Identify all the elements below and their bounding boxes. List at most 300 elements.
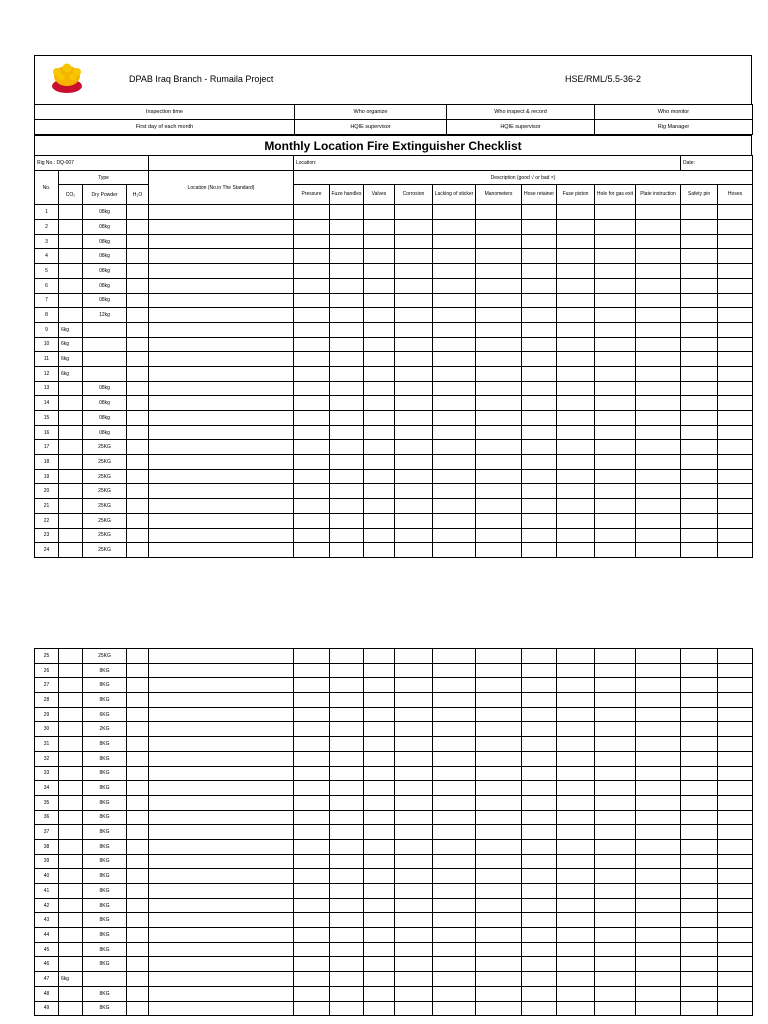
- h2o-size[interactable]: [127, 972, 149, 987]
- check-cell[interactable]: [395, 649, 433, 664]
- check-cell[interactable]: [330, 249, 364, 264]
- location-cell[interactable]: [149, 942, 294, 957]
- check-cell[interactable]: [681, 366, 718, 381]
- check-cell[interactable]: [294, 425, 330, 440]
- h2o-size[interactable]: [127, 543, 149, 558]
- check-cell[interactable]: [718, 766, 753, 781]
- location-cell[interactable]: [149, 411, 294, 426]
- check-cell[interactable]: [294, 1001, 330, 1016]
- check-cell[interactable]: [476, 220, 522, 235]
- check-cell[interactable]: [557, 264, 595, 279]
- check-cell[interactable]: [330, 737, 364, 752]
- check-cell[interactable]: [557, 707, 595, 722]
- check-cell[interactable]: [557, 352, 595, 367]
- check-cell[interactable]: [364, 381, 395, 396]
- check-cell[interactable]: [330, 928, 364, 943]
- location-cell[interactable]: [149, 308, 294, 323]
- check-cell[interactable]: [718, 869, 753, 884]
- check-cell[interactable]: [364, 366, 395, 381]
- check-cell[interactable]: [636, 264, 681, 279]
- check-cell[interactable]: [330, 543, 364, 558]
- check-cell[interactable]: [718, 1001, 753, 1016]
- check-cell[interactable]: [433, 308, 476, 323]
- check-cell[interactable]: [294, 249, 330, 264]
- check-cell[interactable]: [395, 220, 433, 235]
- h2o-size[interactable]: [127, 513, 149, 528]
- check-cell[interactable]: [476, 928, 522, 943]
- check-cell[interactable]: [557, 1001, 595, 1016]
- check-cell[interactable]: [522, 795, 557, 810]
- location-cell[interactable]: [149, 957, 294, 972]
- check-cell[interactable]: [364, 249, 395, 264]
- check-cell[interactable]: [433, 795, 476, 810]
- check-cell[interactable]: [557, 839, 595, 854]
- check-cell[interactable]: [395, 751, 433, 766]
- location-cell[interactable]: [149, 366, 294, 381]
- h2o-size[interactable]: [127, 986, 149, 1001]
- check-cell[interactable]: [681, 528, 718, 543]
- check-cell[interactable]: [557, 737, 595, 752]
- check-cell[interactable]: [294, 484, 330, 499]
- check-cell[interactable]: [557, 455, 595, 470]
- check-cell[interactable]: [395, 205, 433, 220]
- check-cell[interactable]: [294, 264, 330, 279]
- check-cell[interactable]: [636, 766, 681, 781]
- check-cell[interactable]: [681, 737, 718, 752]
- check-cell[interactable]: [395, 322, 433, 337]
- check-cell[interactable]: [476, 1001, 522, 1016]
- check-cell[interactable]: [681, 693, 718, 708]
- check-cell[interactable]: [718, 810, 753, 825]
- location-cell[interactable]: [149, 884, 294, 899]
- h2o-size[interactable]: [127, 825, 149, 840]
- h2o-size[interactable]: [127, 854, 149, 869]
- check-cell[interactable]: [557, 381, 595, 396]
- check-cell[interactable]: [636, 469, 681, 484]
- check-cell[interactable]: [718, 737, 753, 752]
- check-cell[interactable]: [395, 381, 433, 396]
- check-cell[interactable]: [522, 455, 557, 470]
- h2o-size[interactable]: [127, 425, 149, 440]
- check-cell[interactable]: [433, 810, 476, 825]
- check-cell[interactable]: [294, 781, 330, 796]
- check-cell[interactable]: [557, 278, 595, 293]
- check-cell[interactable]: [636, 693, 681, 708]
- location-cell[interactable]: [149, 986, 294, 1001]
- check-cell[interactable]: [476, 264, 522, 279]
- check-cell[interactable]: [433, 972, 476, 987]
- check-cell[interactable]: [557, 766, 595, 781]
- check-cell[interactable]: [294, 381, 330, 396]
- check-cell[interactable]: [395, 663, 433, 678]
- check-cell[interactable]: [522, 839, 557, 854]
- check-cell[interactable]: [595, 528, 636, 543]
- check-cell[interactable]: [476, 366, 522, 381]
- check-cell[interactable]: [681, 264, 718, 279]
- check-cell[interactable]: [595, 869, 636, 884]
- check-cell[interactable]: [476, 722, 522, 737]
- check-cell[interactable]: [718, 205, 753, 220]
- check-cell[interactable]: [557, 928, 595, 943]
- check-cell[interactable]: [395, 737, 433, 752]
- check-cell[interactable]: [636, 972, 681, 987]
- check-cell[interactable]: [522, 913, 557, 928]
- check-cell[interactable]: [636, 795, 681, 810]
- check-cell[interactable]: [595, 898, 636, 913]
- check-cell[interactable]: [364, 957, 395, 972]
- check-cell[interactable]: [595, 484, 636, 499]
- h2o-size[interactable]: [127, 884, 149, 899]
- check-cell[interactable]: [364, 766, 395, 781]
- location-cell[interactable]: [149, 484, 294, 499]
- check-cell[interactable]: [395, 972, 433, 987]
- location-cell[interactable]: [149, 678, 294, 693]
- check-cell[interactable]: [476, 678, 522, 693]
- h2o-size[interactable]: [127, 898, 149, 913]
- h2o-size[interactable]: [127, 707, 149, 722]
- check-cell[interactable]: [718, 913, 753, 928]
- check-cell[interactable]: [681, 678, 718, 693]
- check-cell[interactable]: [476, 469, 522, 484]
- check-cell[interactable]: [681, 884, 718, 899]
- check-cell[interactable]: [395, 264, 433, 279]
- check-cell[interactable]: [595, 942, 636, 957]
- check-cell[interactable]: [476, 278, 522, 293]
- check-cell[interactable]: [364, 352, 395, 367]
- check-cell[interactable]: [476, 707, 522, 722]
- h2o-size[interactable]: [127, 278, 149, 293]
- check-cell[interactable]: [636, 440, 681, 455]
- check-cell[interactable]: [595, 366, 636, 381]
- h2o-size[interactable]: [127, 484, 149, 499]
- check-cell[interactable]: [330, 264, 364, 279]
- check-cell[interactable]: [595, 722, 636, 737]
- check-cell[interactable]: [433, 484, 476, 499]
- location-cell[interactable]: [149, 766, 294, 781]
- check-cell[interactable]: [718, 957, 753, 972]
- location-cell[interactable]: [149, 234, 294, 249]
- check-cell[interactable]: [294, 411, 330, 426]
- check-cell[interactable]: [681, 928, 718, 943]
- check-cell[interactable]: [557, 528, 595, 543]
- check-cell[interactable]: [681, 913, 718, 928]
- h2o-size[interactable]: [127, 928, 149, 943]
- check-cell[interactable]: [330, 663, 364, 678]
- check-cell[interactable]: [364, 396, 395, 411]
- check-cell[interactable]: [364, 928, 395, 943]
- location-cell[interactable]: [149, 781, 294, 796]
- check-cell[interactable]: [330, 396, 364, 411]
- h2o-size[interactable]: [127, 440, 149, 455]
- check-cell[interactable]: [476, 649, 522, 664]
- h2o-size[interactable]: [127, 205, 149, 220]
- check-cell[interactable]: [330, 781, 364, 796]
- check-cell[interactable]: [636, 513, 681, 528]
- check-cell[interactable]: [718, 884, 753, 899]
- check-cell[interactable]: [718, 352, 753, 367]
- check-cell[interactable]: [330, 513, 364, 528]
- h2o-size[interactable]: [127, 766, 149, 781]
- check-cell[interactable]: [294, 986, 330, 1001]
- check-cell[interactable]: [433, 249, 476, 264]
- check-cell[interactable]: [522, 898, 557, 913]
- check-cell[interactable]: [595, 854, 636, 869]
- location-cell[interactable]: [149, 663, 294, 678]
- check-cell[interactable]: [433, 854, 476, 869]
- check-cell[interactable]: [557, 942, 595, 957]
- check-cell[interactable]: [718, 469, 753, 484]
- check-cell[interactable]: [595, 1001, 636, 1016]
- check-cell[interactable]: [595, 322, 636, 337]
- check-cell[interactable]: [433, 278, 476, 293]
- check-cell[interactable]: [433, 751, 476, 766]
- h2o-size[interactable]: [127, 455, 149, 470]
- check-cell[interactable]: [395, 513, 433, 528]
- location-cell[interactable]: [149, 249, 294, 264]
- check-cell[interactable]: [595, 884, 636, 899]
- location-cell[interactable]: [149, 825, 294, 840]
- check-cell[interactable]: [364, 499, 395, 514]
- check-cell[interactable]: [476, 825, 522, 840]
- check-cell[interactable]: [364, 205, 395, 220]
- check-cell[interactable]: [294, 707, 330, 722]
- check-cell[interactable]: [718, 543, 753, 558]
- check-cell[interactable]: [330, 678, 364, 693]
- h2o-size[interactable]: [127, 722, 149, 737]
- check-cell[interactable]: [636, 425, 681, 440]
- check-cell[interactable]: [522, 440, 557, 455]
- location-cell[interactable]: [149, 913, 294, 928]
- check-cell[interactable]: [476, 249, 522, 264]
- check-cell[interactable]: [294, 352, 330, 367]
- check-cell[interactable]: [395, 810, 433, 825]
- check-cell[interactable]: [294, 308, 330, 323]
- check-cell[interactable]: [522, 737, 557, 752]
- check-cell[interactable]: [718, 751, 753, 766]
- check-cell[interactable]: [522, 513, 557, 528]
- check-cell[interactable]: [522, 381, 557, 396]
- check-cell[interactable]: [595, 693, 636, 708]
- check-cell[interactable]: [557, 411, 595, 426]
- check-cell[interactable]: [294, 957, 330, 972]
- check-cell[interactable]: [557, 513, 595, 528]
- check-cell[interactable]: [395, 854, 433, 869]
- check-cell[interactable]: [433, 884, 476, 899]
- check-cell[interactable]: [294, 205, 330, 220]
- check-cell[interactable]: [636, 898, 681, 913]
- check-cell[interactable]: [395, 795, 433, 810]
- check-cell[interactable]: [557, 205, 595, 220]
- check-cell[interactable]: [476, 396, 522, 411]
- check-cell[interactable]: [395, 678, 433, 693]
- check-cell[interactable]: [636, 366, 681, 381]
- check-cell[interactable]: [364, 810, 395, 825]
- check-cell[interactable]: [294, 220, 330, 235]
- check-cell[interactable]: [395, 942, 433, 957]
- check-cell[interactable]: [718, 649, 753, 664]
- check-cell[interactable]: [681, 249, 718, 264]
- check-cell[interactable]: [330, 499, 364, 514]
- check-cell[interactable]: [476, 425, 522, 440]
- check-cell[interactable]: [595, 234, 636, 249]
- check-cell[interactable]: [595, 928, 636, 943]
- check-cell[interactable]: [718, 308, 753, 323]
- check-cell[interactable]: [636, 928, 681, 943]
- check-cell[interactable]: [476, 986, 522, 1001]
- check-cell[interactable]: [681, 781, 718, 796]
- check-cell[interactable]: [557, 484, 595, 499]
- location-cell[interactable]: [149, 337, 294, 352]
- check-cell[interactable]: [557, 869, 595, 884]
- check-cell[interactable]: [395, 440, 433, 455]
- check-cell[interactable]: [433, 293, 476, 308]
- check-cell[interactable]: [330, 337, 364, 352]
- check-cell[interactable]: [718, 839, 753, 854]
- check-cell[interactable]: [476, 484, 522, 499]
- location-cell[interactable]: [149, 722, 294, 737]
- check-cell[interactable]: [636, 337, 681, 352]
- check-cell[interactable]: [636, 678, 681, 693]
- check-cell[interactable]: [595, 986, 636, 1001]
- check-cell[interactable]: [718, 795, 753, 810]
- check-cell[interactable]: [636, 308, 681, 323]
- check-cell[interactable]: [718, 972, 753, 987]
- check-cell[interactable]: [476, 693, 522, 708]
- check-cell[interactable]: [681, 825, 718, 840]
- check-cell[interactable]: [681, 293, 718, 308]
- check-cell[interactable]: [476, 543, 522, 558]
- check-cell[interactable]: [433, 234, 476, 249]
- check-cell[interactable]: [595, 649, 636, 664]
- check-cell[interactable]: [395, 825, 433, 840]
- check-cell[interactable]: [522, 663, 557, 678]
- check-cell[interactable]: [476, 352, 522, 367]
- check-cell[interactable]: [330, 766, 364, 781]
- check-cell[interactable]: [330, 308, 364, 323]
- check-cell[interactable]: [557, 722, 595, 737]
- check-cell[interactable]: [681, 220, 718, 235]
- check-cell[interactable]: [330, 1001, 364, 1016]
- check-cell[interactable]: [595, 396, 636, 411]
- check-cell[interactable]: [476, 528, 522, 543]
- check-cell[interactable]: [718, 425, 753, 440]
- check-cell[interactable]: [557, 913, 595, 928]
- check-cell[interactable]: [364, 513, 395, 528]
- check-cell[interactable]: [364, 737, 395, 752]
- location-cell[interactable]: [149, 440, 294, 455]
- check-cell[interactable]: [395, 425, 433, 440]
- check-cell[interactable]: [681, 839, 718, 854]
- check-cell[interactable]: [433, 957, 476, 972]
- check-cell[interactable]: [636, 810, 681, 825]
- check-cell[interactable]: [557, 220, 595, 235]
- h2o-size[interactable]: [127, 249, 149, 264]
- check-cell[interactable]: [557, 293, 595, 308]
- check-cell[interactable]: [595, 751, 636, 766]
- check-cell[interactable]: [595, 220, 636, 235]
- check-cell[interactable]: [330, 411, 364, 426]
- check-cell[interactable]: [433, 543, 476, 558]
- check-cell[interactable]: [681, 205, 718, 220]
- check-cell[interactable]: [476, 455, 522, 470]
- h2o-size[interactable]: [127, 913, 149, 928]
- check-cell[interactable]: [330, 972, 364, 987]
- check-cell[interactable]: [395, 913, 433, 928]
- check-cell[interactable]: [364, 220, 395, 235]
- check-cell[interactable]: [364, 854, 395, 869]
- check-cell[interactable]: [636, 884, 681, 899]
- check-cell[interactable]: [395, 869, 433, 884]
- location-cell[interactable]: [149, 693, 294, 708]
- check-cell[interactable]: [522, 986, 557, 1001]
- check-cell[interactable]: [364, 839, 395, 854]
- check-cell[interactable]: [330, 795, 364, 810]
- check-cell[interactable]: [636, 649, 681, 664]
- check-cell[interactable]: [364, 234, 395, 249]
- check-cell[interactable]: [522, 707, 557, 722]
- check-cell[interactable]: [636, 396, 681, 411]
- location-cell[interactable]: [149, 322, 294, 337]
- check-cell[interactable]: [681, 751, 718, 766]
- check-cell[interactable]: [330, 381, 364, 396]
- check-cell[interactable]: [595, 663, 636, 678]
- check-cell[interactable]: [595, 308, 636, 323]
- check-cell[interactable]: [595, 205, 636, 220]
- location-cell[interactable]: [149, 898, 294, 913]
- check-cell[interactable]: [681, 854, 718, 869]
- location-cell[interactable]: [149, 707, 294, 722]
- location-cell[interactable]: [149, 854, 294, 869]
- check-cell[interactable]: [330, 898, 364, 913]
- check-cell[interactable]: [330, 942, 364, 957]
- check-cell[interactable]: [395, 898, 433, 913]
- location-cell[interactable]: [149, 278, 294, 293]
- check-cell[interactable]: [395, 884, 433, 899]
- check-cell[interactable]: [636, 957, 681, 972]
- check-cell[interactable]: [476, 957, 522, 972]
- location-cell[interactable]: [149, 649, 294, 664]
- location-cell[interactable]: [149, 293, 294, 308]
- check-cell[interactable]: [557, 884, 595, 899]
- check-cell[interactable]: [395, 293, 433, 308]
- check-cell[interactable]: [522, 220, 557, 235]
- check-cell[interactable]: [476, 308, 522, 323]
- h2o-size[interactable]: [127, 957, 149, 972]
- check-cell[interactable]: [522, 884, 557, 899]
- check-cell[interactable]: [595, 972, 636, 987]
- check-cell[interactable]: [364, 425, 395, 440]
- check-cell[interactable]: [330, 484, 364, 499]
- location-cell[interactable]: [149, 1001, 294, 1016]
- check-cell[interactable]: [433, 1001, 476, 1016]
- check-cell[interactable]: [476, 440, 522, 455]
- check-cell[interactable]: [330, 455, 364, 470]
- check-cell[interactable]: [595, 469, 636, 484]
- h2o-size[interactable]: [127, 663, 149, 678]
- check-cell[interactable]: [364, 795, 395, 810]
- check-cell[interactable]: [718, 898, 753, 913]
- check-cell[interactable]: [364, 278, 395, 293]
- check-cell[interactable]: [595, 737, 636, 752]
- check-cell[interactable]: [595, 825, 636, 840]
- check-cell[interactable]: [364, 913, 395, 928]
- check-cell[interactable]: [557, 469, 595, 484]
- check-cell[interactable]: [557, 425, 595, 440]
- check-cell[interactable]: [522, 337, 557, 352]
- check-cell[interactable]: [294, 322, 330, 337]
- check-cell[interactable]: [433, 678, 476, 693]
- check-cell[interactable]: [636, 528, 681, 543]
